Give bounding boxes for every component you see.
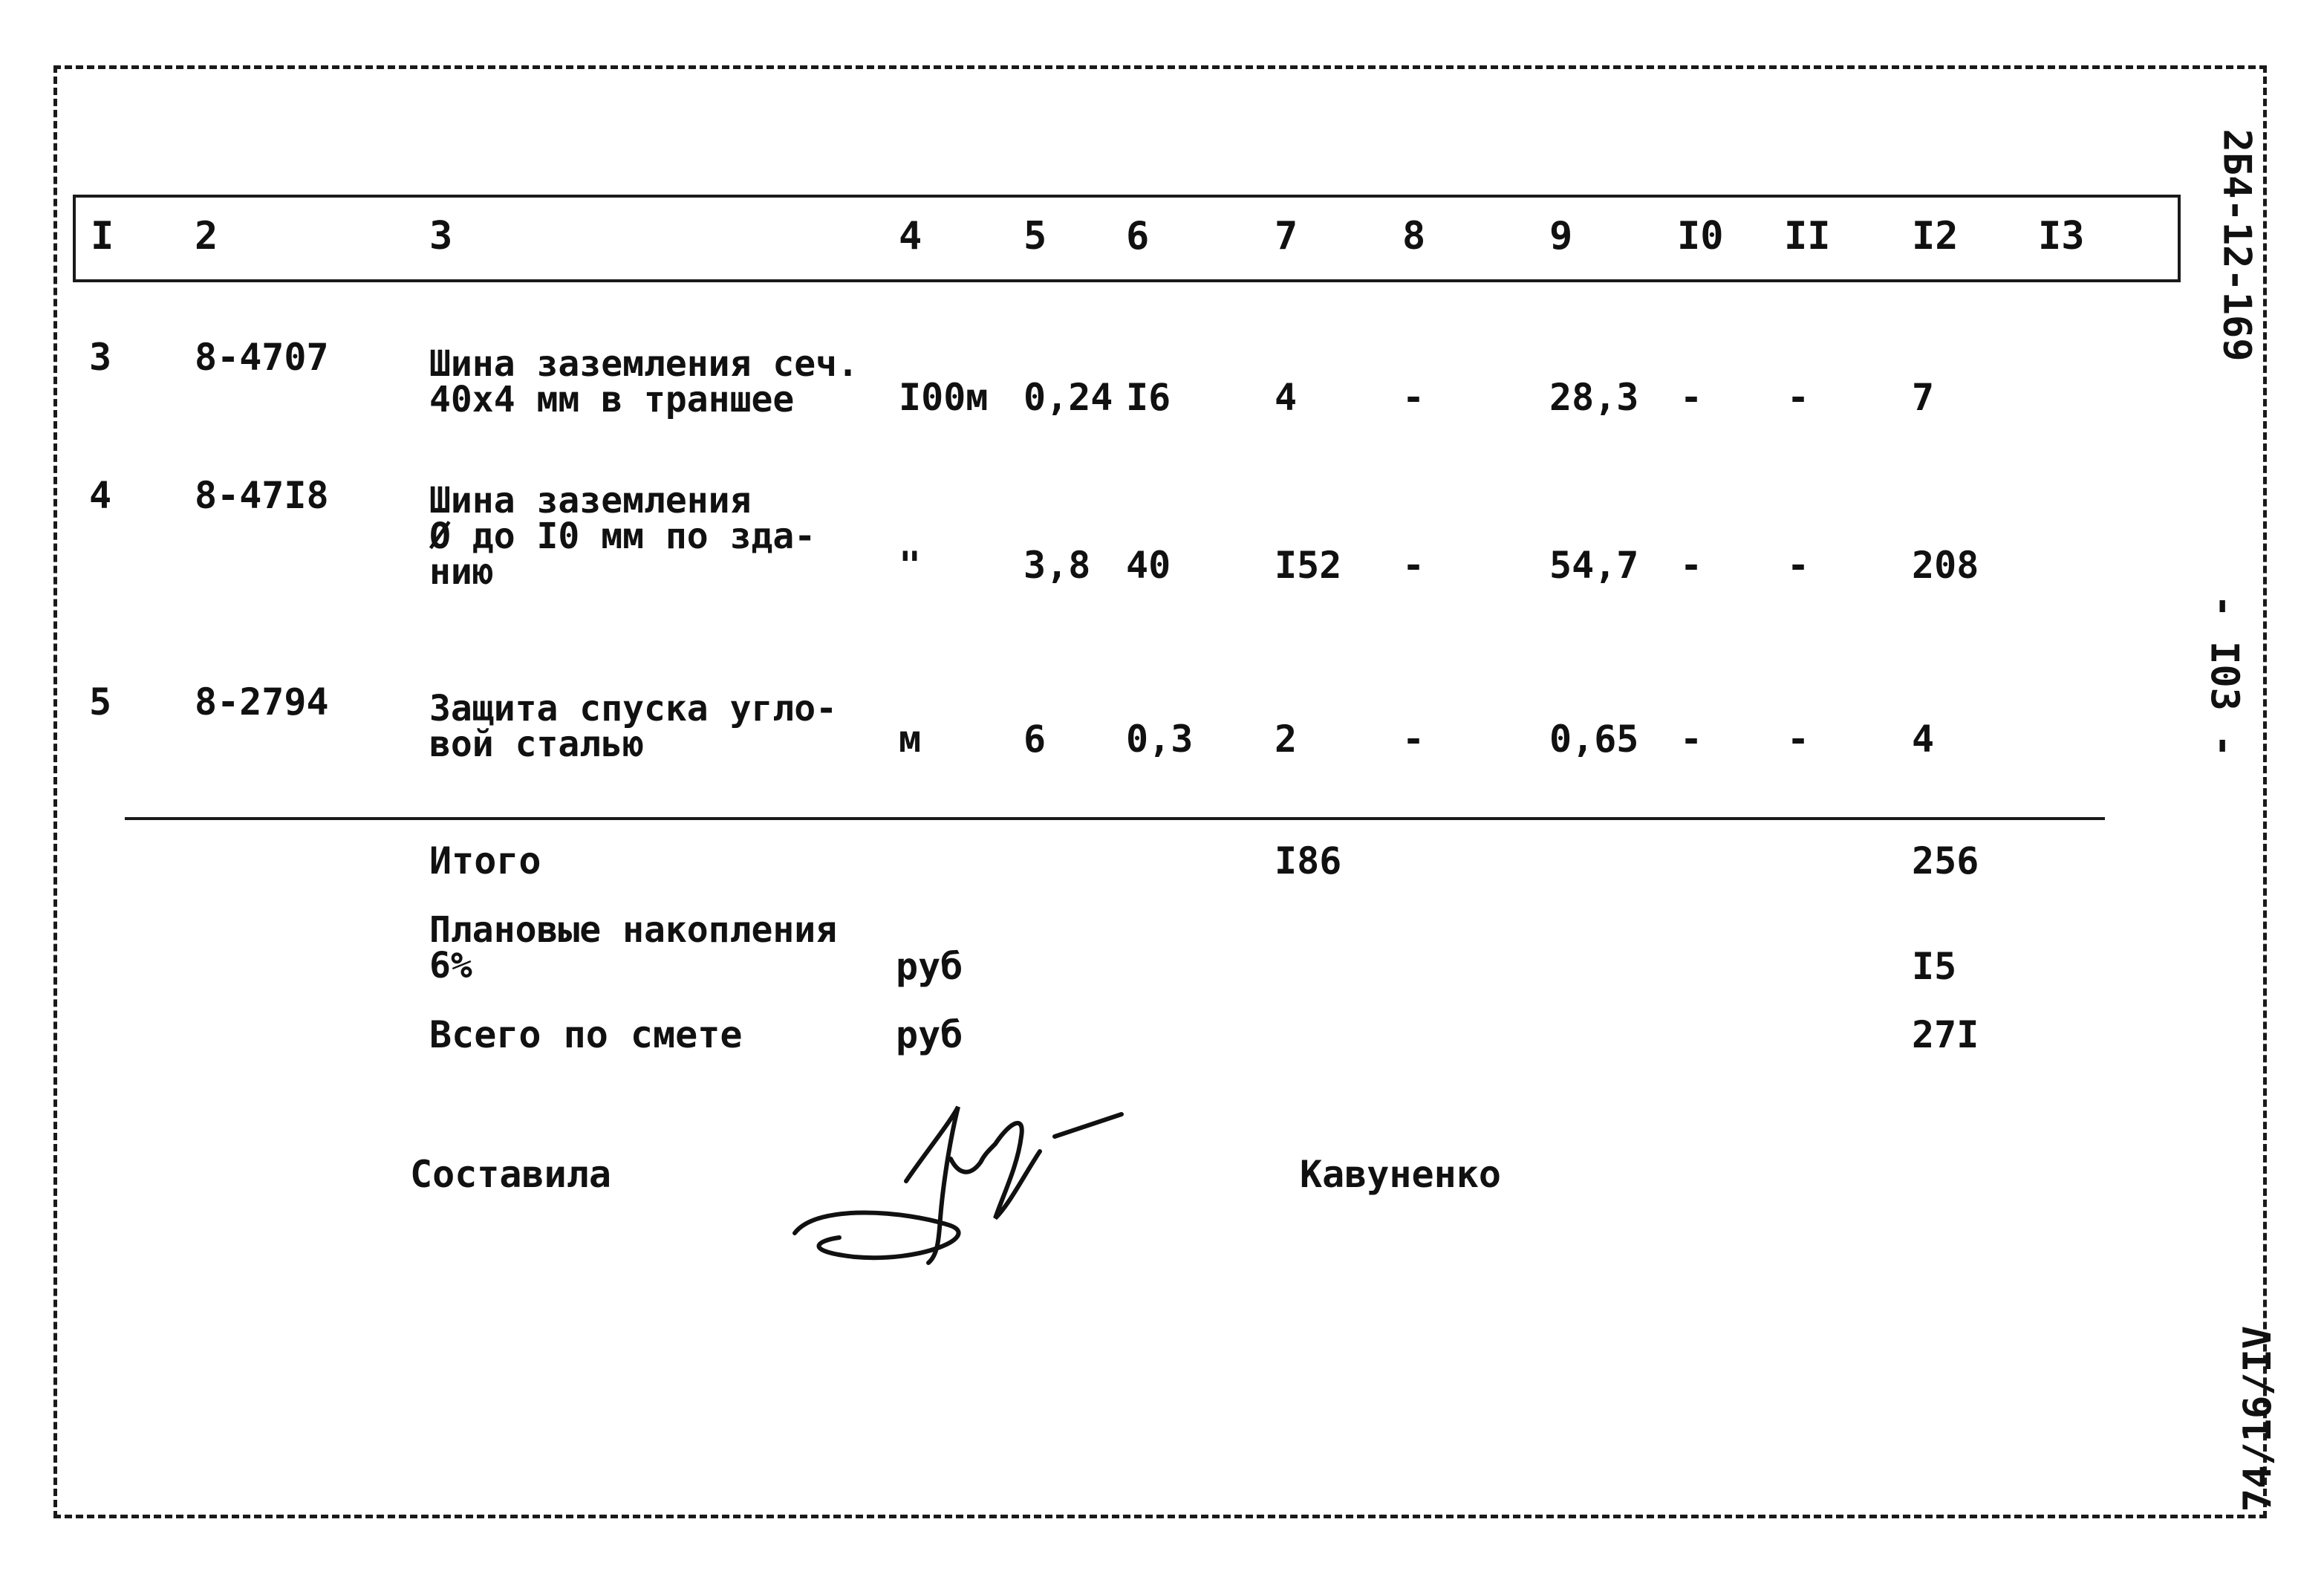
row-c11: - [1787,544,1810,587]
col-header-7: 7 [1275,214,1298,259]
compiled-label: Составила [410,1153,611,1196]
row-num: 5 [89,680,112,724]
row-c10: - [1680,718,1703,761]
row-code: 8-4707 [195,336,329,379]
row-c8: - [1402,544,1425,587]
margin-top-code: 2Б4-12-169 [2214,129,2259,362]
col-header-3: 3 [429,214,453,259]
total-unit: руб [896,1013,963,1056]
col-header-12: I2 [1912,214,1959,259]
planned-unit: руб [896,945,963,988]
col-header-9: 9 [1549,214,1573,259]
planned-label: Плановые накопления 6% [429,909,838,986]
row-qty: 3,8 [1023,544,1091,587]
row-unit: " [899,544,922,587]
row-c12: 4 [1912,718,1935,761]
row-qty: 6 [1023,718,1047,761]
row-c12: 208 [1912,544,1979,587]
col-header-6: 6 [1126,214,1150,259]
itogo-c12: 256 [1912,839,1979,882]
row-c9: 0,65 [1549,718,1639,761]
row-name: Шина заземления Ø до I0 мм по зда- нию [429,480,816,593]
row-num: 3 [89,336,112,379]
row-c8: - [1402,376,1425,419]
row-unit: I00м [899,376,989,419]
row-c11: - [1787,376,1810,419]
row-c7: 4 [1275,376,1298,419]
margin-page-number: - I03 - [2201,594,2247,758]
row-c10: - [1680,376,1703,419]
row-c11: - [1787,718,1810,761]
row-c6: 40 [1126,544,1171,587]
row-code: 8-2794 [195,680,329,724]
row-c10: - [1680,544,1703,587]
col-header-5: 5 [1023,214,1047,259]
itogo-label: Итого [429,839,541,882]
col-header-11: II [1784,214,1831,259]
col-header-4: 4 [899,214,922,259]
row-qty: 0,24 [1023,376,1113,419]
col-header-8: 8 [1402,214,1426,259]
row-name: Защита спуска угло- вой сталью [429,688,838,765]
row-name: Шина заземления сеч. 40х4 мм в траншее [429,343,859,420]
total-label: Всего по смете [429,1013,743,1056]
dashed-frame [53,65,2267,1518]
itogo-c7: I86 [1275,839,1342,882]
row-unit: м [899,718,922,761]
totals-divider [125,817,2105,820]
row-c9: 54,7 [1549,544,1639,587]
planned-c12: I5 [1912,945,1957,988]
margin-bottom-code: 74/16/IV [2236,1325,2281,1512]
col-header-13: I3 [2038,214,2085,259]
total-c12: 27I [1912,1013,1979,1056]
row-code: 8-47I8 [195,474,329,517]
row-c12: 7 [1912,376,1935,419]
col-header-10: I0 [1677,214,1724,259]
col-header-1: I [91,214,114,259]
row-c6: 0,3 [1126,718,1194,761]
row-c9: 28,3 [1549,376,1639,419]
signature-image [772,1092,1144,1278]
row-c6: I6 [1126,376,1171,419]
compiler-name: Кавуненко [1300,1153,1501,1196]
row-num: 4 [89,474,112,517]
row-c7: I52 [1275,544,1342,587]
col-header-2: 2 [195,214,218,259]
row-c8: - [1402,718,1425,761]
row-c7: 2 [1275,718,1298,761]
